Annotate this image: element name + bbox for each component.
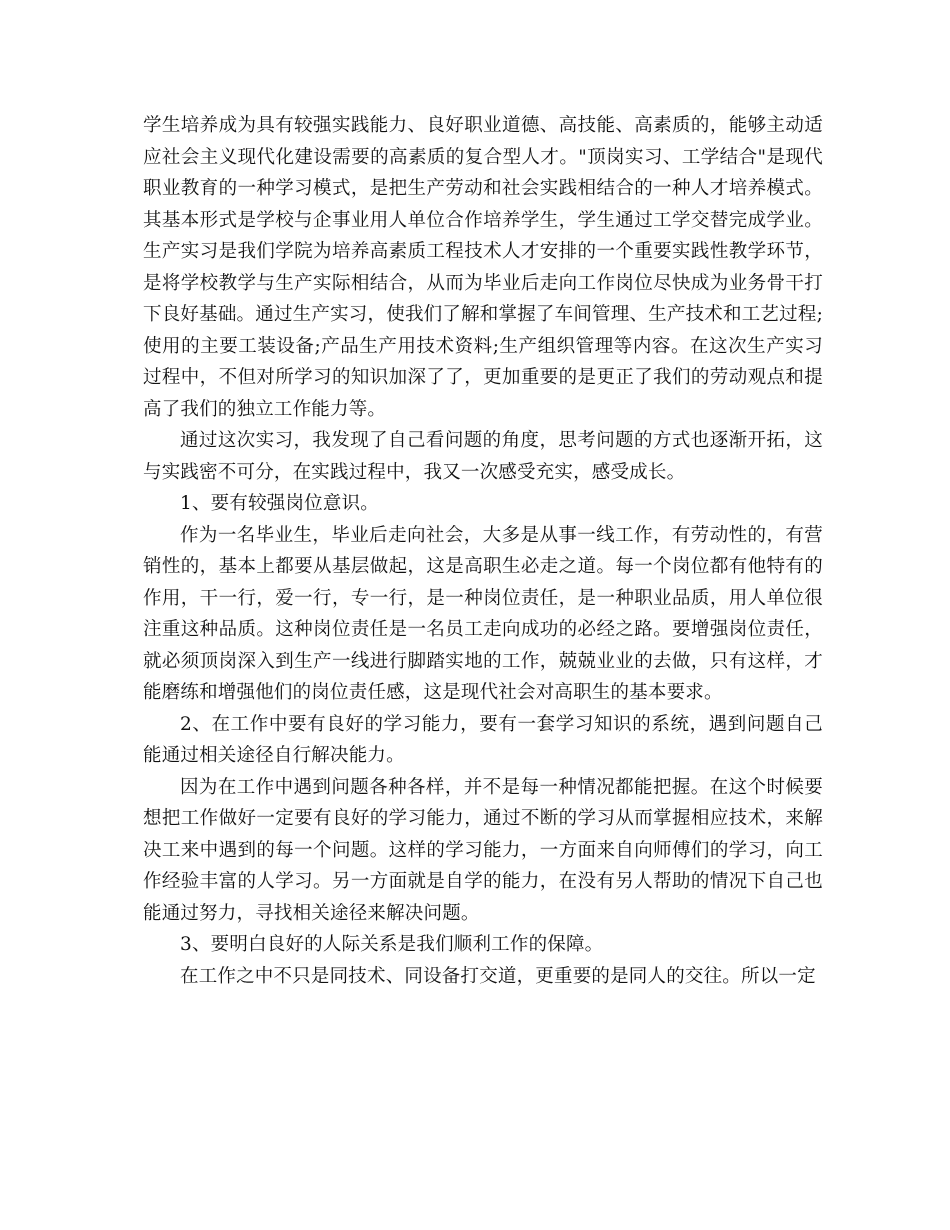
paragraph-intro: 学生培养成为具有较强实践能力、良好职业道德、高技能、高素质的，能够主动适应社会主义现代化建设需要的高素质的复合型人才。"顶岗实习、工学结合"是现代职业教育的一种学习模式，是把生产劳动和社会实践相结合的一种人才培养模式。其基本形式是学校与企事业用人单位合作培养学生，学生通过工学交替完成学业。生产实习是我们学院为培养高素质工程技术人才安排的一个重要实践性教学环节，是将学校教学与生产实际相结合，从而为毕业后走向工作岗位尽快成为业务骨干打下良好基础。通过生产实习，使我们了解和掌握了车间管理、生产技术和工艺过程;使用的主要工装设备;产品生产用技术资料;生产组织管理等内容。在这次生产实习过程中，不但对所学习的知识加深了了，更加重要的是更正了我们的劳动观点和提高了我们的独立工作能力等。: [143, 115, 823, 420]
document-body: [143, 110, 823, 992]
paragraph-point-2: 因为在工作中遇到问题各种各样，并不是每一种情况都能把握。在这个时候要想把工作做好一定要有良好的学习能力，通过不断的学习从而掌握相应技术，来解决工来中遇到的每一个问题。这样的学习能力，一方面来自向师傅们的学习，向工作经验丰富的人学习。另一方面就是自学的能力，在没有另人帮助的情况下自己也能通过努力，寻找相关途径来解决问题。: [143, 776, 823, 924]
paragraph-point-1: 作为一名毕业生，毕业后走向社会，大多是从事一线工作，有劳动性的，有营销性的，基本上都要从基层做起，这是高职生必走之道。每一个岗位都有他特有的作用，干一行，爱一行，专一行，是一种岗位责任，是一种职业品质，用人单位很注重这种品质。这种岗位责任是一名员工走向成功的必经之路。要增强岗位责任，就必须顶岗深入到生产一线进行脚踏实地的工作，兢兢业业的去做，只有这样，才能磨练和增强他们的岗位责任感，这是现代社会对高职生的基本要求。: [143, 524, 823, 703]
heading-point-1: 1、要有较强岗位意识。: [180, 493, 379, 514]
heading-point-3: 3、要明白良好的人际关系是我们顺利工作的保障。: [180, 934, 604, 955]
paragraph-point-3: 在工作之中不只是同技术、同设备打交道，更重要的是同人的交往。所以一定: [180, 965, 816, 987]
paragraph-reflection: 通过这次实习，我发现了自己看问题的角度，思考问题的方式也逐渐开拓，这与实践密不可分，在实践过程中，我又一次感受充实，感受成长。: [143, 430, 823, 483]
heading-point-2: 2、在工作中要有良好的学习能力，要有一套学习知识的系统，遇到问题自己能通过相关途径自行解决能力。: [143, 713, 823, 766]
